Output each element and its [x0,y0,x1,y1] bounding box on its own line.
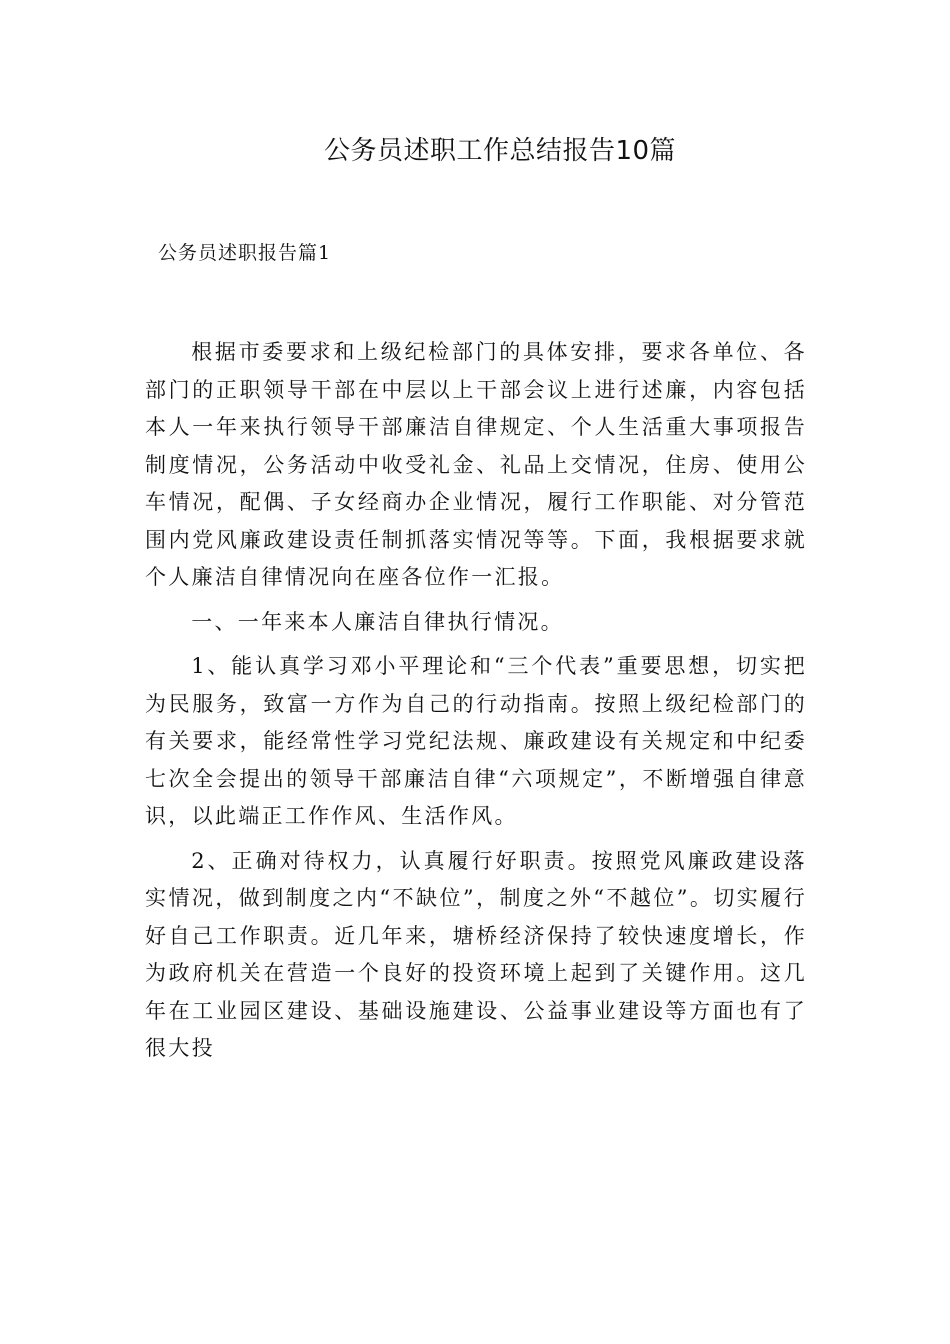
document-title: 公务员述职工作总结报告10篇 [323,136,677,166]
paragraph-section-one-heading: 一、一年来本人廉洁自律执行情况。 [191,609,564,634]
paragraph-item-1: 1、能认真学习邓小平理论和“三个代表”重要思想，切实把为民服务，致富一方作为自己的行动指南。按照上级纪检部门的有关要求，能经常性学习党纪法规、廉政建设有关规定和中纪委七次全会提出的领导干部廉洁自律“六项规定”，不断增强自律意识，以此端正工作作风、生活作风。 [145,654,807,828]
paragraph-intro: 根据市委要求和上级纪检部门的具体安排，要求各单位、各部门的正职领导干部在中层以上干部会议上进行述廉，内容包括本人一年来执行领导干部廉洁自律规定、个人生活重大事项报告制度情况，公务活动中收受礼金、礼品上交情况，住房、使用公车情况，配偶、子女经商办企业情况，履行工作职能、对分管范围内党风廉政建设责任制抓落实情况等等。下面，我根据要求就个人廉洁自律情况向在座各位作一汇报。 [145,340,807,589]
section-heading: 公务员述职报告篇1 [158,242,332,264]
paragraph-item-2: 2、正确对待权力，认真履行好职责。按照党风廉政建设落实情况，做到制度之内“不缺位”，制度之外“不越位”。切实履行好自己工作职责。近几年来，塘桥经济保持了较快速度增长，作为政府机关在营造一个良好的投资环境上起到了关键作用。这几年在工业园区建设、基础设施建设、公益事业建设等方面也有了很大投 [145,848,807,1060]
document-body [145,334,807,1068]
